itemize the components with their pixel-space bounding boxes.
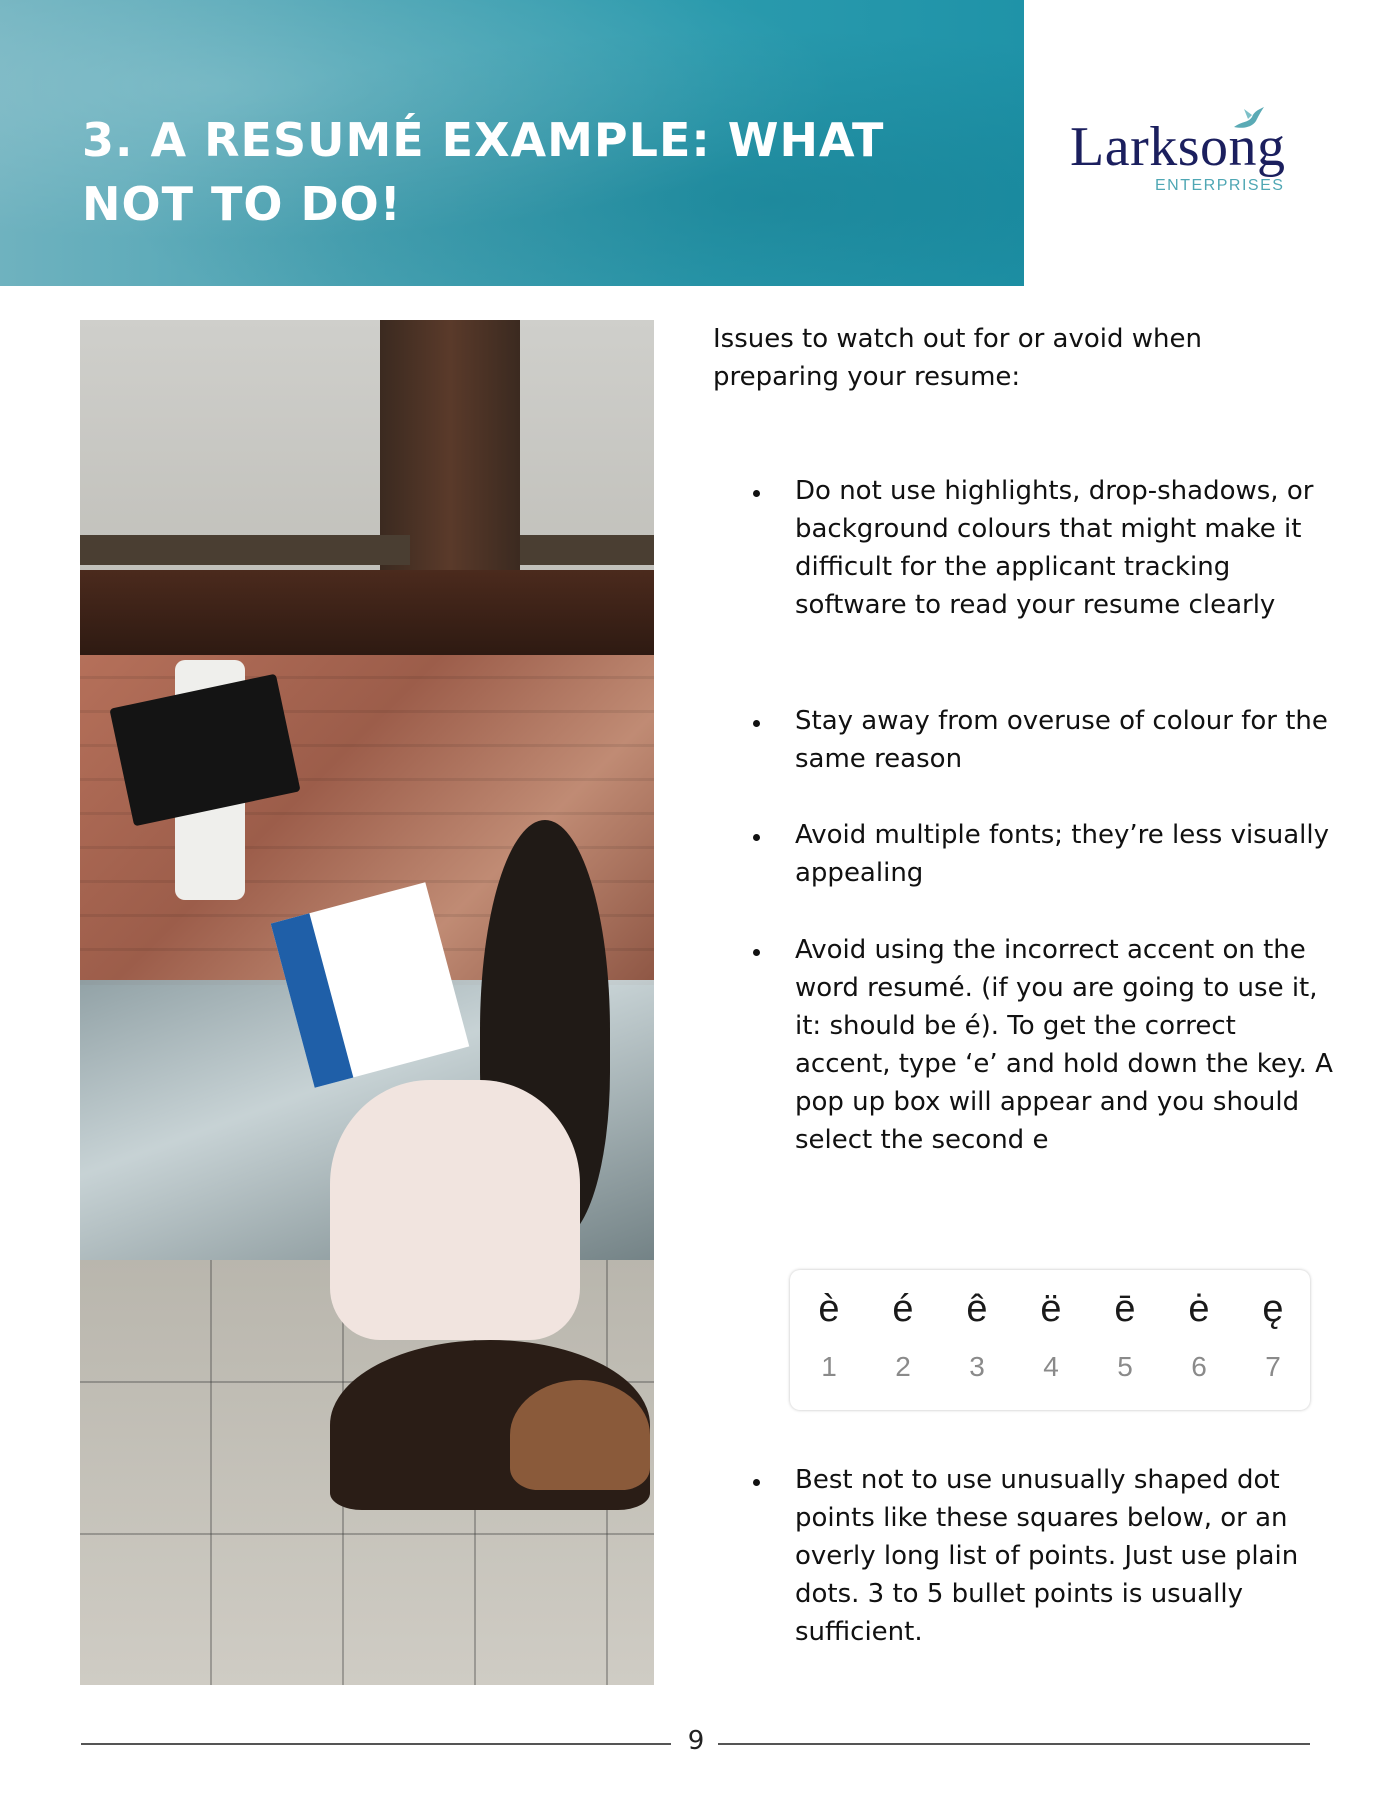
bullet-dot-icon: [753, 949, 760, 956]
bullet-text: Stay away from overuse of colour for the same reason: [795, 706, 1328, 774]
photo-woman-reviewing-resume: [80, 320, 654, 1685]
accent-option[interactable]: [1014, 1270, 1088, 1384]
logo-wordmark: Larksong: [1070, 116, 1286, 178]
accent-picker-popup: [790, 1270, 1310, 1410]
bullet-dot-icon: [753, 490, 760, 497]
accent-char: ė: [1188, 1288, 1210, 1330]
bullet-dot-icon: [753, 834, 760, 841]
intro-text: Issues to watch out for or avoid when preparing your resume:: [713, 324, 1202, 392]
larksong-logo: [1070, 105, 1340, 205]
bullet-dot-icon: [753, 1479, 760, 1486]
accent-char: ę: [1262, 1288, 1284, 1330]
accent-option[interactable]: [1162, 1270, 1236, 1384]
accent-option[interactable]: [1088, 1270, 1162, 1384]
accent-number: 7: [1265, 1351, 1281, 1382]
accent-char: é: [892, 1288, 914, 1330]
accent-number: 2: [895, 1351, 911, 1382]
bullet-text: Avoid using the incorrect accent on the word resumé. (if you are going to use it, it: should be é). To get the correct accent, type ‘e’ and hold down the key. A pop up box will appear and you should select the second e: [795, 935, 1333, 1155]
accent-number: 5: [1117, 1351, 1133, 1382]
header-banner: [0, 0, 1024, 286]
accent-option[interactable]: [1236, 1270, 1310, 1384]
logo-subtitle: ENTERPRISES: [1155, 177, 1285, 194]
page-title: 3. A RESUMÉ EXAMPLE: WHAT NOT TO DO!: [82, 113, 885, 231]
accent-char: ē: [1114, 1288, 1136, 1330]
accent-char: ë: [1040, 1288, 1062, 1330]
photo-person-shirt: [330, 1080, 580, 1340]
footer-divider: [81, 1743, 671, 1745]
photo-chair-back: [510, 1380, 650, 1490]
accent-number: 4: [1043, 1351, 1059, 1382]
photo-window-sill: [80, 570, 654, 655]
main-content: [713, 320, 1333, 396]
photo-window-frame: [520, 535, 654, 565]
bullet-text: Do not use highlights, drop-shadows, or background colours that might make it difficult for the applicant tracking software to read your resume clearly: [795, 476, 1314, 620]
page-number: 9: [687, 1726, 705, 1756]
bullet-text: Best not to use unusually shaped dot points like these squares below, or an overly long list of points. Just use plain dots. 3 to 5 bullet points is usually sufficient.: [795, 1465, 1299, 1647]
accent-option[interactable]: [792, 1270, 866, 1384]
accent-option[interactable]: [940, 1270, 1014, 1384]
bullet-dot-icon: [753, 720, 760, 727]
accent-option[interactable]: [866, 1270, 940, 1384]
photo-window-frame: [80, 535, 410, 565]
footer-divider: [718, 1743, 1310, 1745]
bullet-text: Avoid multiple fonts; they’re less visually appealing: [795, 820, 1329, 888]
accent-char: ê: [966, 1288, 988, 1330]
accent-number: 3: [969, 1351, 985, 1382]
accent-number: 1: [821, 1351, 837, 1382]
photo-window-post: [380, 320, 520, 610]
accent-number: 6: [1191, 1351, 1207, 1382]
accent-char: è: [818, 1288, 840, 1330]
